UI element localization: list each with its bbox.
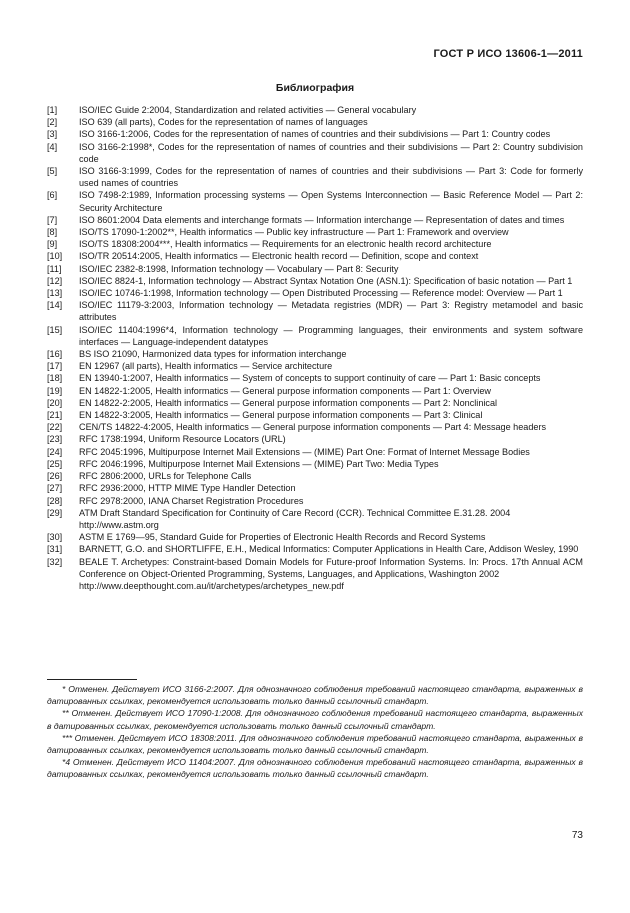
- entry-text: RFC 2806:2000, URLs for Telephone Calls: [79, 471, 252, 482]
- entry-number: [3]: [47, 129, 58, 140]
- footnote-divider: [47, 679, 137, 680]
- entry-text: RFC 2046:1996, Multipurpose Internet Mail Extensions — (MIME) Part Two: Media Types: [79, 458, 439, 469]
- entry-text: ISO/TS 18308:2004***, Health informatics — Requirements for an electronic health record architecture: [79, 239, 492, 250]
- entry-text-block: [79, 531, 583, 543]
- entry-number: [4]: [47, 141, 58, 152]
- entry-text-block: [79, 226, 583, 238]
- entry-number: [23]: [47, 434, 63, 445]
- bibliography-entry: [47, 263, 583, 275]
- bibliography-entry: [47, 128, 583, 140]
- bibliography-entry: [47, 458, 583, 470]
- bibliography-entry: [47, 116, 583, 128]
- bibliography-entry: [47, 287, 583, 299]
- entry-text-block: [79, 556, 583, 593]
- entry-text: RFC 1738:1994, Uniform Resource Locators (URL): [79, 434, 286, 445]
- entry-number: [28]: [47, 495, 63, 506]
- entry-text-block: [79, 165, 583, 189]
- entry-text: ISO 8601:2004 Data elements and interchange formats — Information interchange — Representation of dates and times: [79, 214, 565, 225]
- entry-text: ISO/IEC 11404:1996*4, Information technology — Programming languages, their environments and system software interfaces — Language-independent datatypes: [79, 324, 583, 347]
- entry-text: EN 13940-1:2007, Health informatics — System of concepts to support continuity of care — Part 1: Basic concepts: [79, 373, 541, 384]
- entry-text: ISO/TS 17090-1:2002**, Health informatics — Public key infrastructure — Part 1: Framework and overview: [79, 227, 509, 238]
- entry-text: ISO 3166-3:1999, Codes for the representation of names of countries and their subdivisions — Part 3: Code for formerly used names of countries: [79, 166, 583, 189]
- entry-number: [24]: [47, 446, 63, 457]
- entry-text-block: [79, 372, 583, 384]
- entry-number: [9]: [47, 239, 58, 250]
- bibliography-entry: [47, 543, 583, 555]
- entry-text-block: [79, 275, 583, 287]
- entry-number: [22]: [47, 422, 63, 433]
- bibliography-entry: [47, 214, 583, 226]
- entry-number: [5]: [47, 166, 58, 177]
- bibliography-entry: [47, 189, 583, 213]
- entry-number: [27]: [47, 483, 63, 494]
- entry-text-block: [79, 116, 583, 128]
- bibliography-entry: [47, 433, 583, 445]
- entry-text: BARNETT, G.O. and SHORTLIFFE, E.H., Medical Informatics: Computer Applications in Health Care, Addison Wesley, 1990: [79, 544, 579, 555]
- footnotes: [47, 683, 583, 781]
- entry-text: EN 12967 (all parts), Health informatics — Service architecture: [79, 361, 333, 372]
- entry-text: EN 14822-2:2005, Health informatics — General purpose information components — Part 2: Nonclinical: [79, 397, 498, 408]
- entry-text: ISO/TR 20514:2005, Health informatics — Electronic health record — Definition, scope and context: [79, 251, 479, 262]
- entry-text: ATM Draft Standard Specification for Continuity of Care Record (CCR). Technical Committee E.31.28. 2004: [79, 507, 511, 518]
- entry-number: [19]: [47, 385, 63, 396]
- entry-number: [31]: [47, 544, 63, 555]
- footnote: ** Отменен. Действует ИСО 17090-1:2008. Для однозначного соблюдения требований настоящего стандарта, выраженных в датированных ссылках, рекомендуется использовать только данный ссылочный стандарт.: [47, 708, 583, 731]
- bibliography-entry: [47, 165, 583, 189]
- entry-text: ASTM E 1769—95, Standard Guide for Properties of Electronic Health Records and Record Systems: [79, 532, 486, 543]
- entry-number: [2]: [47, 117, 58, 128]
- entry-number: [6]: [47, 190, 58, 201]
- bibliography-entry: [47, 385, 583, 397]
- bibliography-entry: [47, 226, 583, 238]
- entry-number: [26]: [47, 471, 63, 482]
- footnote: *4 Отменен. Действует ИСО 11404:2007. Для однозначного соблюдения требований настоящего стандарта, выраженных в датированных ссылках, рекомендуется использовать только данный ссылочный стандарт.: [47, 757, 583, 780]
- entry-text-block: [79, 409, 583, 421]
- entry-text-block: [79, 470, 583, 482]
- entry-text-block: [79, 458, 583, 470]
- entry-text-block: [79, 128, 583, 140]
- bibliography-entry: [47, 495, 583, 507]
- entry-text-block: [79, 141, 583, 165]
- entry-text: BEALE T. Archetypes: Constraint-based Domain Models for Future-proof Information Systems. In: Procs. 17th Annual ACM Conference on Object-Oriented Programming, Systems, Languages, and Applications, Washington 2002: [79, 556, 583, 579]
- bibliography-entry: [47, 324, 583, 348]
- bibliography-entry: [47, 556, 583, 593]
- entry-text-block: [79, 543, 583, 555]
- bibliography-entry: [47, 470, 583, 482]
- entry-text-block: [79, 250, 583, 262]
- entry-number: [16]: [47, 349, 63, 360]
- bibliography-entry: [47, 360, 583, 372]
- bibliography-entry: [47, 507, 583, 531]
- entry-text-block: [79, 348, 583, 360]
- entry-text: BS ISO 21090, Harmonized data types for information interchange: [79, 349, 347, 360]
- entry-text: ISO/IEC Guide 2:2004, Standardization and related activities — General vocabulary: [79, 105, 417, 115]
- entry-text-block: [79, 299, 583, 323]
- entry-number: [21]: [47, 410, 63, 421]
- entry-number: [25]: [47, 458, 63, 469]
- entry-text-block: [79, 433, 583, 445]
- entry-number: [12]: [47, 275, 63, 286]
- entry-number: [20]: [47, 397, 63, 408]
- bibliography-entry: [47, 372, 583, 384]
- bibliography-list: [47, 104, 583, 592]
- entry-number: [17]: [47, 361, 63, 372]
- entry-number: [29]: [47, 507, 63, 518]
- entry-text-block: [79, 189, 583, 213]
- bibliography-entry: [47, 482, 583, 494]
- entry-text: ISO 7498-2:1989, Information processing systems — Open Systems Interconnection — Basic Reference Model — Part 2: Security Architecture: [79, 190, 583, 213]
- entry-text: ISO/IEC 10746-1:1998, Information technology — Open Distributed Processing — Reference model: Overview — Part 1: [79, 288, 563, 299]
- bibliography-entry: [47, 397, 583, 409]
- entry-text-block: [79, 287, 583, 299]
- footnote: *** Отменен. Действует ИСО 18308:2011. Для однозначного соблюдения требований настоящего стандарта, выраженных в датированных ссылках, рекомендуется использовать только данный ссылочный стандарт.: [47, 732, 583, 756]
- entry-number: [11]: [47, 263, 62, 274]
- bibliography-entry: [47, 409, 583, 421]
- bibliography-entry: [47, 299, 583, 323]
- entry-text: ISO 639 (all parts), Codes for the representation of names of languages: [79, 117, 368, 128]
- entry-text-block: [79, 324, 583, 348]
- bibliography-entry: [47, 104, 583, 116]
- entry-url-link[interactable]: http://www.astm.org: [79, 519, 159, 530]
- entry-text: ISO 3166-1:2006, Codes for the representation of names of countries and their subdivisions — Part 1: Country codes: [79, 129, 551, 140]
- entry-url-link[interactable]: http://www.deepthought.com.au/it/archetypes/archetypes_new.pdf: [79, 580, 344, 591]
- page-title: Библиография: [275, 82, 355, 94]
- bibliography-entry: [47, 446, 583, 458]
- entry-text-block: [79, 397, 583, 409]
- entry-number: [8]: [47, 227, 58, 238]
- entry-text-block: [79, 495, 583, 507]
- entry-text: ISO/IEC 8824-1, Information technology — Abstract Syntax Notation One (ASN.1): Specification of basic notation — Part 1: [79, 275, 573, 286]
- entry-text-block: [79, 214, 583, 226]
- entry-text: RFC 2978:2000, IANA Charset Registration Procedures: [79, 495, 304, 506]
- entry-number: [13]: [47, 288, 63, 299]
- entry-text: RFC 2936:2000, HTTP MIME Type Handler Detection: [79, 483, 296, 494]
- entry-text: ISO/IEC 2382-8:1998, Information technology — Vocabulary — Part 8: Security: [79, 263, 399, 274]
- entry-text-block: [79, 385, 583, 397]
- entry-number: [30]: [47, 532, 63, 543]
- bibliography-entry: [47, 421, 583, 433]
- entry-number: [18]: [47, 373, 63, 384]
- bibliography-entry: [47, 141, 583, 165]
- entry-text-block: [79, 263, 583, 275]
- entry-text-block: [79, 421, 583, 433]
- entry-number: [32]: [47, 556, 63, 567]
- bibliography-entry: [47, 238, 583, 250]
- entry-text: ISO/IEC 11179-3:2003, Information technology — Metadata registries (MDR) — Part 3: Registry metamodel and basic attributes: [79, 300, 583, 323]
- entry-number: [15]: [47, 324, 63, 335]
- entry-number: [7]: [47, 214, 58, 225]
- bibliography-entry: [47, 348, 583, 360]
- entry-text-block: [79, 482, 583, 494]
- entry-text: ISO 3166-2:1998*, Codes for the representation of names of countries and their subdivisions — Part 2: Country subdivision code: [79, 141, 583, 164]
- entry-number: [14]: [47, 300, 63, 311]
- bibliography-entry: [47, 275, 583, 287]
- bibliography-entry: [47, 531, 583, 543]
- standard-header: ГОСТ Р ИСО 13606-1—2011: [433, 48, 583, 60]
- entry-text: CEN/TS 14822-4:2005, Health informatics — General purpose information components — Part 4: Message headers: [79, 422, 547, 433]
- entry-number: [1]: [47, 105, 58, 115]
- entry-text-block: [79, 507, 583, 531]
- entry-text: EN 14822-1:2005, Health informatics — General purpose information components — Part 1: Overview: [79, 385, 491, 396]
- entry-text: EN 14822-3:2005, Health informatics — General purpose information components — Part 3: Clinical: [79, 410, 483, 421]
- entry-text-block: [79, 238, 583, 250]
- entry-text-block: [79, 104, 583, 116]
- page-number: 73: [571, 830, 583, 841]
- entry-number: [10]: [47, 251, 63, 262]
- footnote: * Отменен. Действует ИСО 3166-2:2007. Для однозначного соблюдения требований настоящего стандарта, выраженных в датированных ссылках, рекомендуется использовать только данный ссылочный стандарт.: [47, 684, 583, 707]
- entry-text: RFC 2045:1996, Multipurpose Internet Mail Extensions — (MIME) Part One: Format of Internet Message Bodies: [79, 446, 530, 457]
- bibliography-entry: [47, 250, 583, 262]
- entry-text-block: [79, 446, 583, 458]
- entry-text-block: [79, 360, 583, 372]
